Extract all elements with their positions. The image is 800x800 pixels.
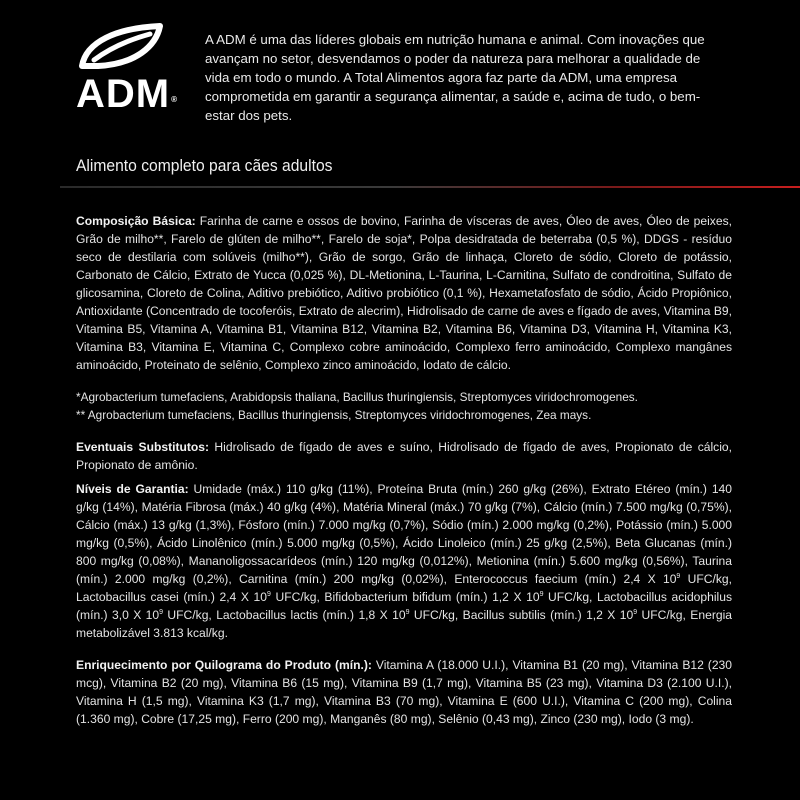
composition-section [76, 212, 732, 374]
guarantee-text: UFC/kg, Bacillus subtilis (mín.) 1,2 X 10 [409, 608, 634, 622]
header-divider [60, 186, 800, 188]
brand-name: ADM [76, 72, 171, 116]
exponent: 9 [266, 590, 271, 598]
exponent: 9 [405, 608, 410, 616]
exponent: 9 [676, 572, 681, 580]
guarantee-label: Níveis de Garantia: [76, 482, 189, 496]
substitutes-text: Hidrolisado de fígado de aves e suíno, Hidrolisado de fígado de aves, Propionato de cálcio, Propionato de amônio. [76, 440, 732, 472]
guarantee-text: Umidade (máx.) 110 g/kg (11%), Proteína Bruta (mín.) 260 g/kg (26%), Extrato Etéreo (mín.) 140 g/kg (14%), Matéria Fibrosa (máx.) 40 g/kg (4%), Matéria Mineral (máx.) 70 g/kg (7%), Cálcio (mín.) 7.500 mg/kg (0,75%), Cálcio (máx.) 13 g/kg (1,3%), Fósforo (mín.) 7.000 mg/kg (0,7%), Sódio (mín.) 2.000 mg/kg (0,2%), Potássio (mín.) 5.000 mg/kg (0,5%), Ácido Linolênico (mín.) 5.000 mg/kg (0,5%), Ácido Linoleico (mín.) 25 g/kg (2,5%), Beta Glucanas (mín.) 800 mg/kg (0,08%), Mananoligossacarídeos (mín.) 120 mg/kg (0,012%), Metionina (mín.) 5.600 mg/kg (0,56%), Taurina (mín.) 2.000 mg/kg (0,2%), Carnitina (mín.) 200 mg/kg (0,02%), Enterococcus faecium (mín.) 2,4 X 10 [76, 482, 732, 586]
guarantee-text: UFC/kg, Lactobacillus casei (mín.) 2,4 X 10 [76, 572, 732, 604]
intro-text: A ADM é uma das líderes globais em nutrição humana e animal. Com inovações que avançam no setor, desvendamos o poder da natureza para melhorar a qualidade de vida em todo o mundo. A Total Alimentos agora faz parte da ADM, uma empresa comprometida em garantir a segurança alimentar, a saúde e, acima de tudo, o bem-estar dos pets. [205, 32, 705, 123]
label-content [76, 212, 732, 728]
enrichment-label: Enriquecimento por Quilograma do Produto (mín.): [76, 658, 372, 672]
enrichment-text: Vitamina A (18.000 U.I.), Vitamina B1 (20 mg), Vitamina B12 (230 mcg), Vitamina B2 (20 mg), Vitamina B6 (15 mg), Vitamina B9 (1,7 mg), Vitamina B5 (23 mg), Vitamina D3 (2.100 U.I.), Vitamina H (1,5 mg), Vitamina K3 (1,7 mg), Vitamina B3 (70 mg), Vitamina E (600 U.I.), Vitamina C (200 mg), Colina (1.360 mg), Cobre (17,25 mg), Ferro (200 mg), Manganês (80 mg), Selênio (0,43 mg), Zinco (230 mg), Iodo (3 mg). [76, 658, 733, 726]
substitutes-label: Eventuais Substitutos: [76, 440, 210, 454]
guarantee-text: UFC/kg, Energia metabolizável 3.813 kcal/kg. [76, 608, 732, 640]
enrichment-section [76, 656, 732, 728]
adm-logo [76, 22, 186, 114]
brand-wordmark [76, 74, 186, 114]
exponent: 9 [159, 608, 164, 616]
substitutes-section [76, 438, 732, 474]
guarantee-text: UFC/kg, Lactobacillus lactis (mín.) 1,8 X 10 [163, 608, 406, 622]
exponent: 9 [633, 608, 638, 616]
gmo-note-2: ** Agrobacterium tumefaciens, Bacillus thuringiensis, Streptomyces viridochromogenes, Zea mays. [76, 408, 592, 422]
registered-mark: ® [171, 95, 178, 104]
composition-text: Farinha de carne e ossos de bovino, Farinha de vísceras de aves, Óleo de aves, Óleo de peixes, Grão de milho**, Farelo de glúten de milho**, Farelo de soja*, Polpa desidratada de beterraba (0,5 %), DDGS - resíduo seco de destilaria com solúveis (milho**), Grão de sorgo, Grão de linhaça, Cloreto de sódio, Cloreto de potássio, Carbonato de Cálcio, Extrato de Yucca (0,025 %), DL-Metionina, L-Taurina, L-Carnitina, Sulfato de condroitina, Sulfato de glicosamina, Cloreto de Colina, Aditivo prebiótico, Aditivo probiótico (0,1 %), Hexametafosfato de sódio, Ácido Propiônico, Antioxidante (Concentrado de tocoferóis, Extrato de alecrim), Hidrolisado de carne de aves e fígado de aves, Vitamina B9, Vitamina B5, Vitamina A, Vitamina B1, Vitamina B12, Vitamina B2, Vitamina B6, Vitamina D3, Vitamina H, Vitamina K3, Vitamina B3, Vitamina E, Vitamina C, Complexo cobre aminoácido, Complexo ferro aminoácido, Complexo mangânes aminoácido, Proteinato de selênio, Complexo zinco aminoácido, Iodato de cálcio. [76, 214, 732, 372]
guarantee-section [76, 480, 732, 642]
guarantee-text: UFC/kg, Lactobacillus acidophilus (mín.) 3,0 X 10 [76, 590, 732, 622]
leaf-icon [76, 22, 166, 72]
gmo-notes [76, 388, 732, 424]
composition-label: Composição Básica: [76, 214, 196, 228]
guarantee-text: UFC/kg, Bifidobacterium bifidum (mín.) 1,2 X 10 [270, 590, 540, 604]
gmo-note-1: *Agrobacterium tumefaciens, Arabidopsis thaliana, Bacillus thuringiensis, Streptomyces viridochromogenes. [76, 390, 638, 404]
exponent: 9 [539, 590, 544, 598]
product-subtitle: Alimento completo para cães adultos [76, 156, 333, 175]
